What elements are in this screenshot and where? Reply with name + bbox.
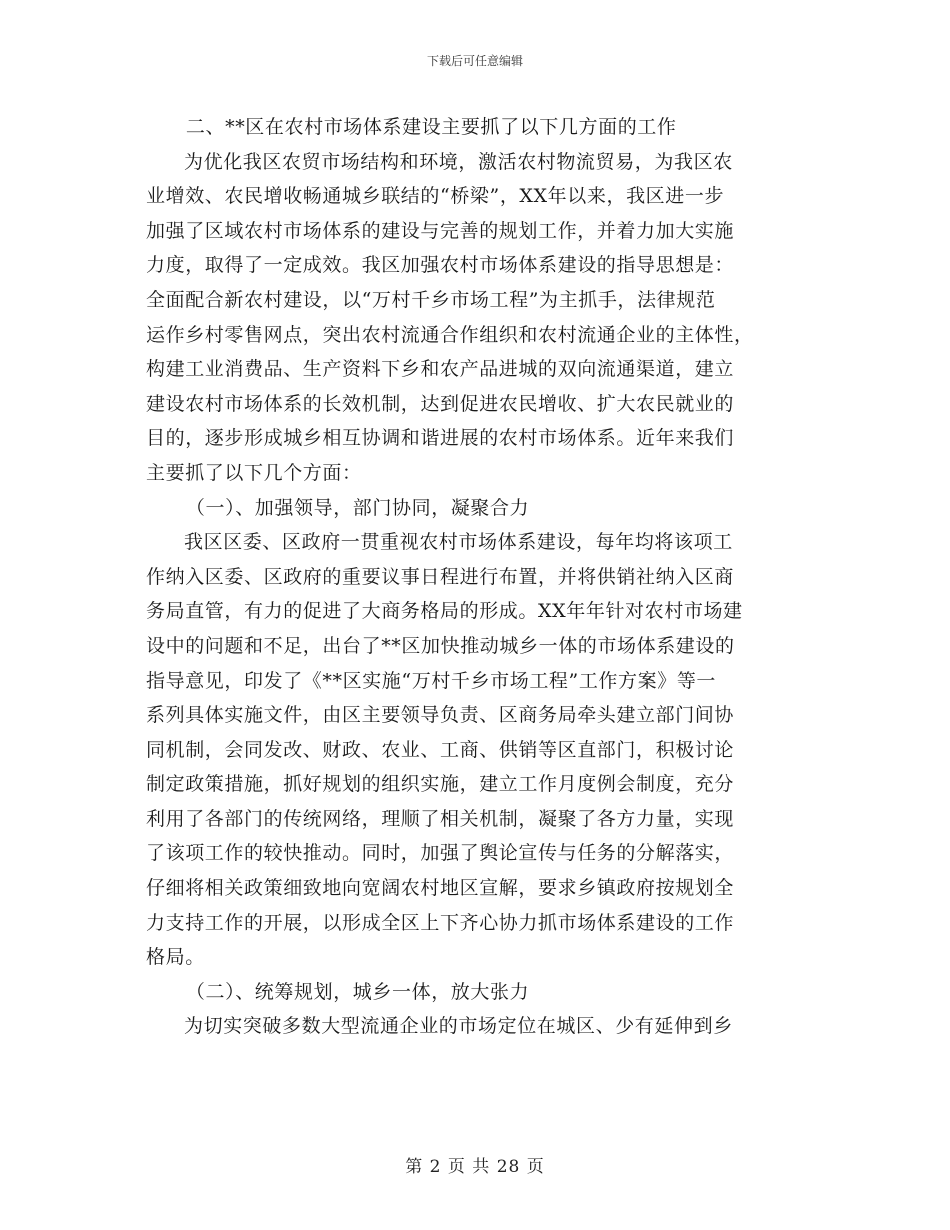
body-paragraph: 为优化我区农贸市场结构和环境，激活农村物流贸易，为我区农 业增效、农民增收畅通城乡联结的“桥梁”，XX年以来，我区进一步 加强了区域农村市场体系的建设与完善的规划工作，并着力加大实施 力度，取得了一定成效。我区加强农村市场体系建设的指导思想是： 全面配合新农村建设，以“万村千乡市场工程”为主抓手，法律规范 运作乡村零售网点，突出农村流通合作组织和农村流通企业的主体性， 构建工业消费品、生产资料下乡和农产品进城的双向流通渠道，建立 建设农村市场体系的长效机制，达到促进农民增收、扩大农民就业的 目的，逐步形成城乡相互协调和谐进展的农村市场体系。近年来我们 主要抓了以下几个方面： (146, 150, 754, 484)
page-number-footer: 第 2 页 共 28 页 (405, 1157, 545, 1177)
page-header: 下载后可任意编辑 (426, 54, 523, 68)
subsection-heading: （二）、统筹规划，城乡一体，放大张力 (185, 980, 530, 1003)
document-body (146, 110, 806, 1044)
section-heading: 二、**区在农村市场体系建设主要抓了以下几方面的工作 (185, 116, 677, 138)
body-paragraph: 为切实突破多数大型流通企业的市场定位在城区、少有延伸到乡 (184, 1015, 733, 1038)
subsection-heading: （一）、加强领导，部门协同，凝聚合力 (185, 496, 530, 519)
body-paragraph: 我区区委、区政府一贯重视农村市场体系建设，每年均将该项工 作纳入区委、区政府的重要议事日程进行布置，并将供销社纳入区商 务局直管，有力的促进了大商务格局的形成。XX年年针对农村市场建 设中的问题和不足，出台了**区加快推动城乡一体的市场体系建设的 指导意见，印发了《**区实施“万村千乡市场工程”工作方案》等一 系列具体实施文件，由区主要领导负责、区商务局牵头建立部门间协 同机制，会同发改、财政、农业、工商、供销等区直部门，积极讨论 制定政策措施，抓好规划的组织实施，建立工作月度例会制度，充分 利用了各部门的传统网络，理顺了相关机制，凝聚了各方力量，实现 了该项工作的较快推动。同时，加强了舆论宣传与任务的分解落实， 仔细将相关政策细致地向宽阔农村地区宣解，要求乡镇政府按规划全 力支持工作的开展，以形成全区上下齐心协力抓市场体系建设的工作 格局。 (146, 531, 743, 969)
